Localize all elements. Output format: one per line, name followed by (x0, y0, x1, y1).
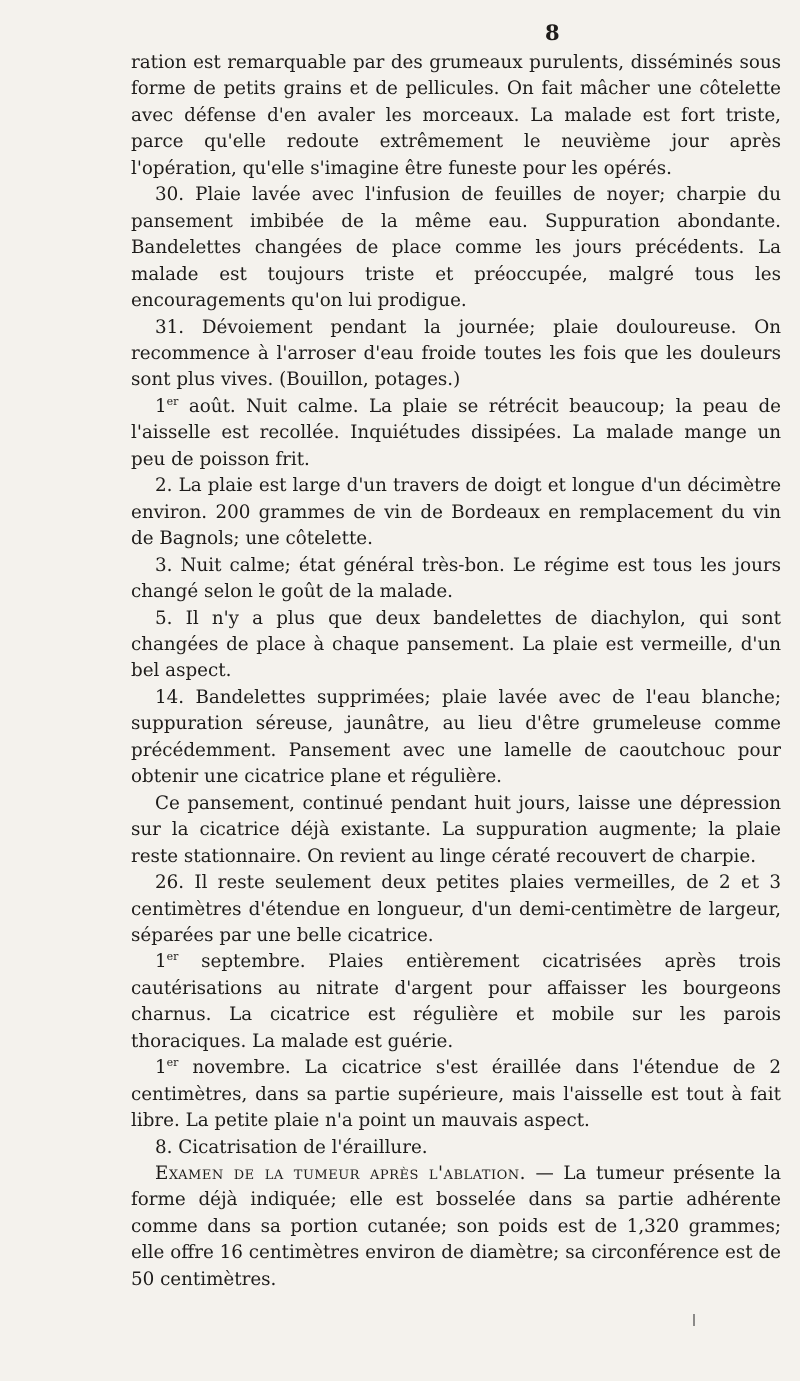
paragraph: 3. Nuit calme; état général très-bon. Le régime est tous les jours changé selon le goût de la malade. (131, 554, 782, 603)
paragraph: 1er août. Nuit calme. La plaie se rétrécit beaucoup; la peau de l'aisselle est recollée. Inquiétudes dissipées. La malade mange un peu de poisson frit. (131, 394, 781, 470)
paragraph: Examen de la tumeur après l'ablation. — La tumeur présente la forme déjà indiquée; elle est bosselée dans sa partie adhérente comme dans sa portion cutanée; son poids est de 1,320 grammes; elle offre 16 centimètres environ de diamètre; sa circonférence est de 50 centimètres. (131, 1163, 782, 1290)
paragraph: 14. Bandelettes supprimées; plaie lavée avec de l'eau blanche; suppuration séreuse, jaunâtre, au lieu d'être grumeleuse comme précédemment. Pansement avec une lamelle de caoutchouc pour obtenir une cicatrice plane et régulière. (131, 686, 781, 788)
entry-date: 31. (155, 316, 185, 338)
entry-date: 8. (155, 1136, 173, 1158)
paragraph: 26. Il reste seulement deux petites plaies vermeilles, de 2 et 3 centimètres d'étendue en longueur, d'un demi-centimètre de largeur, séparées par une belle cicatrice. (131, 872, 781, 946)
entry-date: 3. (155, 554, 173, 576)
body-text (131, 50, 781, 1293)
paragraph: 1er septembre. Plaies entièrement cicatrisées après trois cautérisations au nitrate d'argent pour affaisser les bourgeons charnus. La cicatrice est régulière et mobile sur les parois thoraciques. La malade est guérie. (131, 950, 782, 1052)
paragraph: 2. La plaie est large d'un travers de doigt et longue d'un décimètre environ. 200 grammes de vin de Bordeaux en remplacement du vin de Bagnols; une côtelette. (131, 475, 782, 550)
page-number: 8 (545, 20, 560, 45)
paragraph: ration est remarquable par des grumeaux purulents, disséminés sous forme de petits grains et de pellicules. On fait mâcher une côtelette avec défense d'en avaler les morceaux. La malade est fort triste, parce qu'elle redoute extrêmement le neuvième jour après l'opération, qu'elle s'imagine être funeste pour les opérés. (131, 52, 781, 179)
entry-date: 1er (155, 394, 179, 417)
paragraph: 31. Dévoiement pendant la journée; plaie douloureuse. On recommence à l'arroser d'eau froide toutes les fois que les douleurs sont plus vives. (Bouillon, potages.) (131, 316, 782, 391)
entry-date: 5. (155, 607, 173, 629)
print-mark (693, 1314, 695, 1326)
entry-date: 26. (155, 872, 185, 894)
entry-date: 1er (155, 1056, 179, 1079)
paragraph: 30. Plaie lavée avec l'infusion de feuilles de noyer; charpie du pansement imbibée de la même eau. Suppuration abondante. Bandelettes changées de place comme les jours précédents. La malade est toujours triste et préoccupée, malgré tous les encouragements qu'on lui prodigue. (131, 184, 782, 312)
entry-date: 2. (155, 475, 173, 497)
paragraph: 8. Cicatrisation de l'éraillure. (155, 1136, 428, 1158)
entry-date: 14. (155, 686, 185, 708)
entry-date: 30. (155, 184, 185, 206)
paragraph: 5. Il n'y a plus que deux bandelettes de diachylon, qui sont changées de place à chaque pansement. La plaie est vermeille, d'un bel aspect. (131, 607, 781, 682)
paragraph: Ce pansement, continué pendant huit jours, laisse une dépression sur la cicatrice déjà existante. La suppuration augmente; la plaie reste stationnaire. On revient au linge cératé recouvert de charpie. (131, 792, 781, 867)
entry-date: 1er (155, 950, 179, 973)
section-heading: Examen de la tumeur après l'ablation. (155, 1163, 526, 1185)
paragraph: 1er novembre. La cicatrice s'est éraillée dans l'étendue de 2 centimètres, dans sa partie supérieure, mais l'aisselle est tout à fait libre. La petite plaie n'a point un mauvais aspect. (131, 1056, 781, 1132)
